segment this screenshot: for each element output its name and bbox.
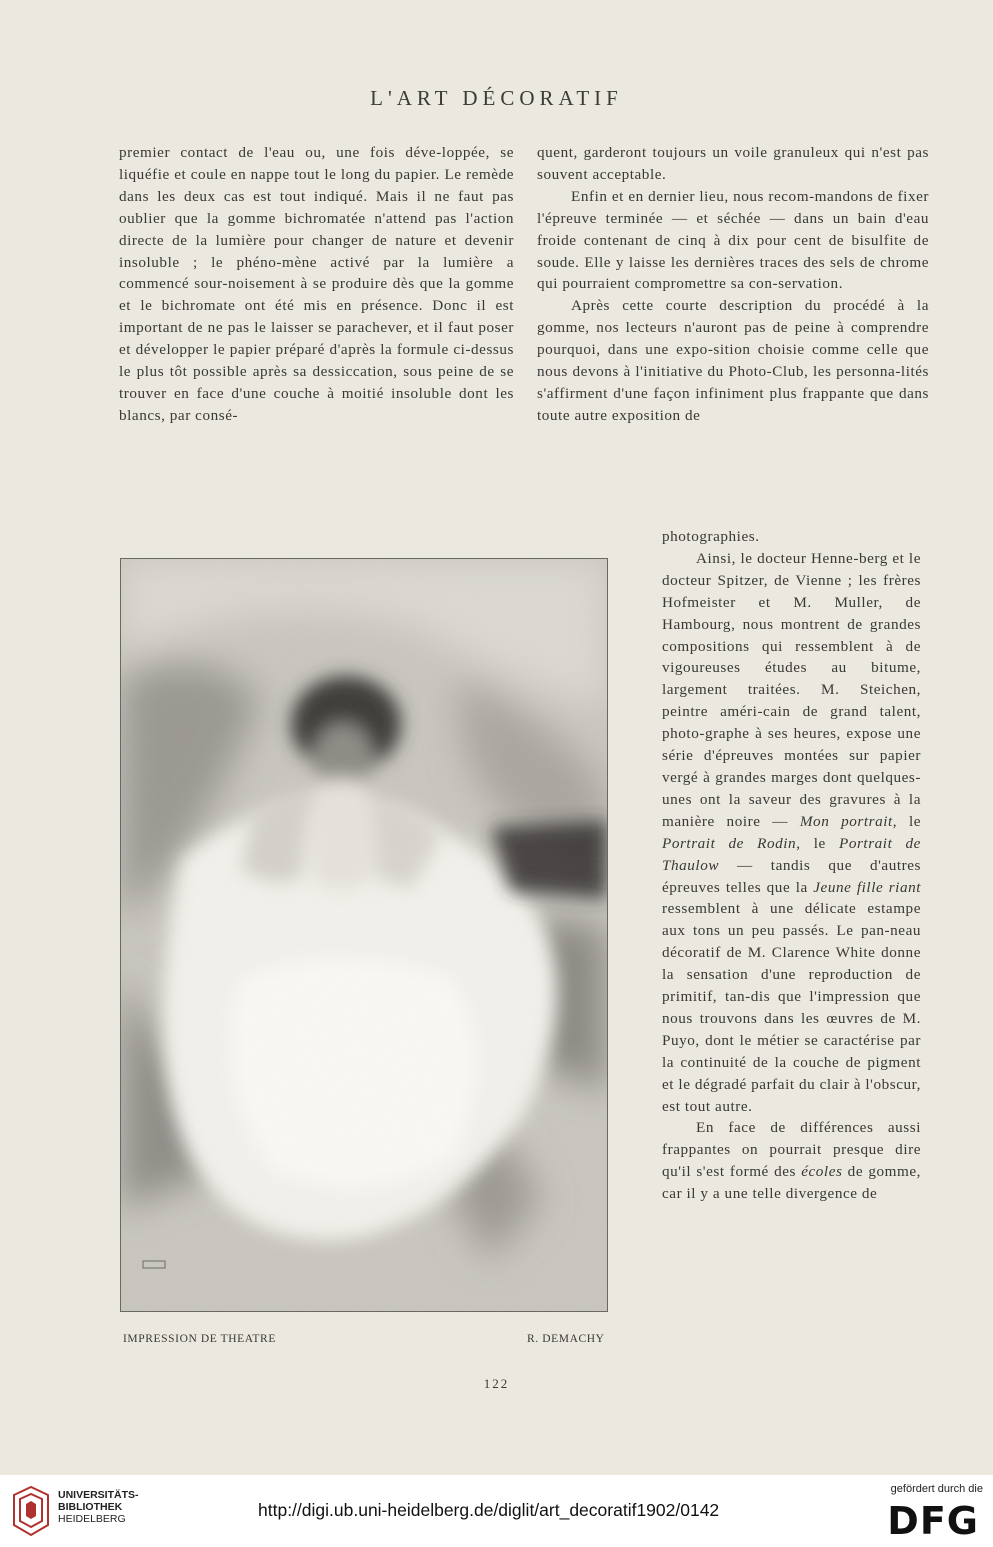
page-title: L'ART DÉCORATIF <box>370 86 623 110</box>
source-url-link[interactable]: http://digi.ub.uni-heidelberg.de/diglit/art_decoratif1902/0142 <box>258 1500 720 1520</box>
text-run: En face de différences aussi frappantes on pourrait presque dire qu'il s'est formé des <box>662 1119 921 1181</box>
artwork-title: Portrait de Thaulow <box>662 834 921 874</box>
funding-note: gefördert durch die <box>890 1483 983 1495</box>
paragraph: photographies. <box>662 528 760 545</box>
text-run: , le <box>796 834 839 852</box>
artwork-title: Jeune fille riant <box>813 878 922 896</box>
paragraph <box>662 548 921 1118</box>
institution-line: UNIVERSITÄTS- <box>58 1489 139 1501</box>
page-number: 122 <box>483 1376 510 1391</box>
text-run: ressemblent à une délicate estampe aux tons un peu passés. Le pan-neau décoratif de M. Clarence White donne la sensation d'une reproduction de primitif, tan-dis que l'impression que nous trouvons dans les œuvres de M. Puyo, dont le métier se caractérise par la continuité de la couche de pigment et le dégradé parfait du clair à l'obscur, est tout autre. <box>662 900 921 1115</box>
emphasis: écoles <box>801 1163 843 1181</box>
figure-caption-title: IMPRESSION DE THEATRE <box>123 1333 276 1345</box>
paragraph: Après cette courte description du procédé à la gomme, nos lecteurs n'auront pas de peine à comprendre pourquoi, dans une expo-sition choisie comme celle que nous devons à l'initiative du Photo-Club, les personna-lités s'affirment d'une façon infiniment plus frappante que dans toute autre exposition de <box>537 297 929 424</box>
photograph-impression-de-theatre <box>120 558 608 1312</box>
paragraph <box>662 1117 921 1205</box>
text-run: Ainsi, le docteur Henne-berg et le docteur Spitzer, de Vienne ; les frères Hofmeister et M. Muller, de Hambourg, nous montrent de grandes compositions qui ressemblent à de vigoureuses études au bitume, largement traitées. M. Steichen, peintre améri-cain de grand talent, photo-graphe à ses heures, expose une série d'épreuves montées sur papier vergé à grandes marges dont quelques-unes ont la saveur des gravures à la manière noire — <box>662 549 921 830</box>
university-library-logo-icon <box>10 1485 52 1537</box>
artwork-title: Portrait de Rodin <box>662 834 797 852</box>
left-text-column <box>119 142 514 427</box>
paragraph: premier contact de l'eau ou, une fois déve-loppée, se liquéfie et coule en nappe tout le long du papier. Le remède dans les deux cas est tout indiqué. Mais il ne faut pas oublier que la gomme bichromatée n'attend pas l'action directe de la lumière pour changer de nature et devenir insoluble ; le phéno-mène activé par la lumière a commencé sour-noisement à se produire dès que la gomme et le bichromate ont été mis en présence. Donc il est important de ne pas le laisser se parachever, et il faut poser et développer le papier préparé d'après la formule ci-dessus le plus tôt possible après sa dessiccation, sous peine de se trouver en face d'une couche à moitié insoluble dont les blancs, par consé- <box>119 144 514 424</box>
right-text-column-top <box>537 142 929 427</box>
dfg-logo: DFG <box>887 1499 979 1543</box>
figure-caption-author: R. DEMACHY <box>527 1333 605 1345</box>
right-text-column-bottom <box>662 526 921 1205</box>
text-run: — tandis que d'autres épreuves telles que la <box>662 856 921 896</box>
digitization-footer <box>0 1475 993 1547</box>
text-run: de gomme, car il y a une telle divergence de <box>662 1163 921 1203</box>
artwork-title: Mon portrait <box>799 812 893 830</box>
paragraph: Enfin et en dernier lieu, nous recom-mandons de fixer l'épreuve terminée — et séchée — dans un bain d'eau froide contenant de cinq à dix pour cent de bisulfite de soude. Elle y laisse les dernières traces des sels de chrome qui pourraient compromettre sa con-servation. <box>537 187 929 293</box>
institution-name <box>58 1489 139 1525</box>
institution-line: BIBLIOTHEK <box>58 1501 123 1513</box>
paragraph: quent, garderont toujours un voile granuleux qui n'est pas souvent acceptable. <box>537 144 929 183</box>
institution-line: HEIDELBERG <box>58 1513 126 1525</box>
text-run: , le <box>892 812 921 830</box>
photograph-illustration <box>121 559 607 1311</box>
